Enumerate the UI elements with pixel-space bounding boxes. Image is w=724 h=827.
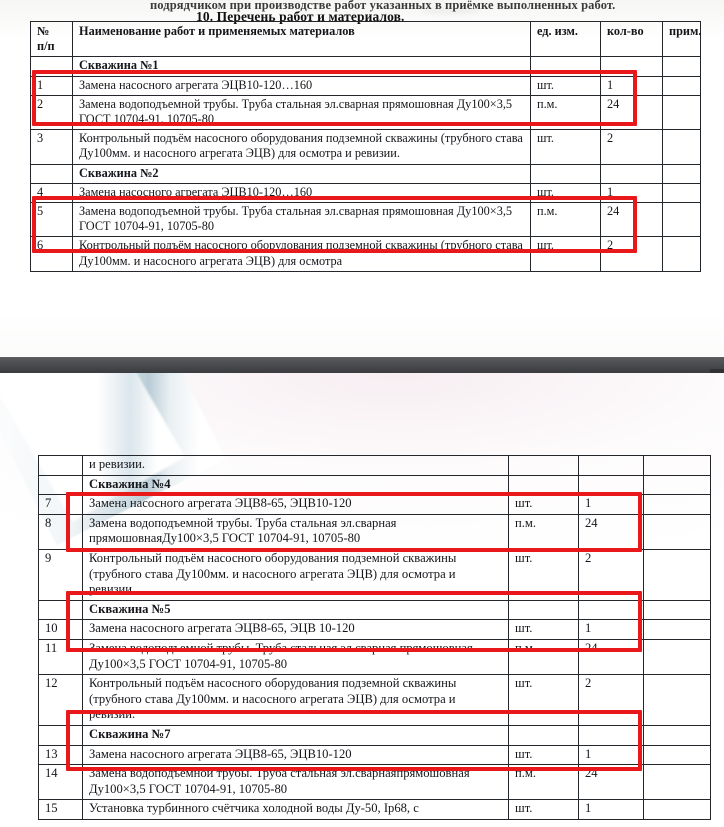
row-cell-note — [663, 203, 701, 237]
row-cell-number: 15 — [39, 800, 83, 820]
row-cell-unit: шт. — [509, 745, 579, 765]
row-cell-quantity: 1 — [601, 76, 663, 95]
row-cell-note — [663, 76, 701, 95]
row-cell-number: 11 — [39, 639, 83, 674]
row-cell-name: Замена водоподъемной трубы. Труба стальная эл.сварная прямошовная Ду100×3,5 ГОСТ 10704-91, 10705-80 — [73, 203, 531, 237]
row-cell-quantity: 2 — [601, 237, 663, 271]
row-cell-number: 4 — [31, 183, 73, 202]
row-cell-note — [663, 95, 701, 129]
table-row — [39, 800, 711, 820]
row-cell-quantity: 24 — [601, 203, 663, 237]
row-cell-quantity — [579, 456, 644, 476]
row-cell-unit: шт. — [531, 76, 601, 95]
row-cell-unit: шт. — [509, 675, 579, 726]
row-cell-note — [644, 639, 711, 674]
row-cell-note — [644, 745, 711, 765]
row-cell-number — [31, 164, 73, 183]
row-cell-number: 2 — [31, 95, 73, 129]
row-cell-unit: п.м. — [509, 765, 579, 800]
row-cell-name: Замена насосного агрегата ЭЦВ8-65, ЭЦВ10-120 — [83, 745, 509, 765]
row-cell-number: 12 — [39, 675, 83, 726]
row-cell-number: 10 — [39, 620, 83, 640]
header-num-line2: п/п — [37, 39, 55, 54]
row-cell-quantity: 1 — [601, 183, 663, 202]
table-row — [31, 164, 701, 183]
scanned-page-bottom — [0, 373, 724, 827]
row-cell-unit: п.м. — [531, 203, 601, 237]
row-cell-note — [663, 164, 701, 183]
row-cell-number: 8 — [39, 514, 83, 549]
annotation-box-row-13-14 — [66, 710, 642, 771]
row-cell-name: Замена насосного агрегата ЭЦВ10-120…160 — [73, 76, 531, 95]
row-cell-quantity: 1 — [579, 745, 644, 765]
row-cell-number: 13 — [39, 745, 83, 765]
row-cell-name: Скважина №4 — [83, 475, 509, 495]
header-num-line1: № — [37, 24, 50, 38]
row-cell-name: Контрольный подъём насосного оборудования подземной скважины (трубного става Ду100мм. и насосного агрегата ЭЦВ) для осмотра и ревизии. — [83, 549, 509, 600]
row-cell-name: Замена водоподъемной трубы. Труба стальная эл.сварная прямошовнаяДу100×3,5 ГОСТ 10704-91, 10705-80 — [83, 514, 509, 549]
row-cell-note — [663, 130, 701, 164]
row-cell-unit: шт. — [531, 130, 601, 164]
row-cell-note — [663, 237, 701, 271]
section-heading: 10. Перечень работ и материалов. — [196, 9, 405, 24]
scanned-page-top — [0, 0, 724, 356]
row-cell-number: 9 — [39, 549, 83, 600]
row-cell-number: 3 — [31, 130, 73, 164]
row-cell-quantity — [601, 164, 663, 183]
row-cell-name: Скважина №5 — [83, 600, 509, 620]
row-cell-quantity: 2 — [601, 130, 663, 164]
row-cell-unit: п.м. — [531, 95, 601, 129]
table-row — [39, 456, 711, 476]
row-cell-name: Скважина №7 — [83, 725, 509, 745]
row-cell-note — [663, 183, 701, 202]
photo-separator-band — [0, 357, 724, 373]
scan-smudge — [420, 8, 480, 14]
row-cell-number: 5 — [31, 203, 73, 237]
row-cell-number: 14 — [39, 765, 83, 800]
row-cell-number — [39, 456, 83, 476]
row-cell-note — [644, 549, 711, 600]
annotation-box-row-7-8 — [66, 492, 642, 552]
header-cell-unit: ед. изм. — [531, 22, 601, 57]
row-cell-unit — [509, 456, 579, 476]
row-cell-note — [644, 765, 711, 800]
row-cell-name: Контрольный подъём насосного оборудования подземной скважины (трубного става Ду100мм. и насосного агрегата ЭЦВ) для осмотра — [73, 237, 531, 271]
row-cell-note — [644, 725, 711, 745]
header-cell-note: прим. — [663, 22, 701, 57]
row-cell-number: 7 — [39, 495, 83, 515]
row-cell-number: 1 — [31, 76, 73, 95]
row-cell-note — [644, 600, 711, 620]
table-header-row — [31, 22, 701, 57]
row-cell-quantity: 1 — [579, 620, 644, 640]
row-cell-unit: шт. — [509, 495, 579, 515]
row-cell-name: и ревизии. — [83, 456, 509, 476]
row-cell-quantity: 24 — [579, 514, 644, 549]
row-cell-unit: шт. — [509, 800, 579, 820]
row-cell-name: Скважина №1 — [73, 57, 531, 76]
row-cell-note — [644, 620, 711, 640]
row-cell-note — [644, 514, 711, 549]
annotation-box-row-4-5 — [32, 196, 637, 253]
header-cell-qty: кол-во — [601, 22, 663, 57]
header-cell-name: Наименование работ и применяемых материалов — [73, 22, 531, 57]
row-cell-quantity: 2 — [579, 675, 644, 726]
row-cell-note — [644, 675, 711, 726]
row-cell-name: Скважина №2 — [73, 164, 531, 183]
row-cell-name: Контрольный подъём насосного оборудования подземной скважины (трубного става Ду100мм. и насосного агрегата ЭЦВ) для осмотра и ревизии. — [73, 130, 531, 164]
row-cell-unit: п.м. — [509, 514, 579, 549]
table-row — [31, 130, 701, 164]
row-cell-quantity: 1 — [579, 495, 644, 515]
row-cell-quantity: 24 — [579, 765, 644, 800]
row-cell-note — [644, 495, 711, 515]
row-cell-unit — [531, 164, 601, 183]
row-cell-note — [644, 475, 711, 495]
row-cell-name: Замена водоподъемной трубы. Труба стальная эл.сварнаяпрямошовная Ду100×3,5 ГОСТ 10704-91, 10705-80 — [83, 765, 509, 800]
row-cell-name: Замена водоподъемной трубы. Труба стальная эл.сварная прямошовная Ду100×3,5 ГОСТ 10704-91, 10705-80 — [73, 95, 531, 129]
row-cell-unit: п.м. — [509, 639, 579, 674]
row-cell-quantity: 1 — [579, 800, 644, 820]
row-cell-name: Замена водоподъемной трубы. Труба стальная эл.сварная прямошовная Ду100×3,5 ГОСТ 10704-91, 10705-80 — [83, 639, 509, 674]
cut-off-text-line: подрядчиком при производстве работ указанных в приёмке выполненных работ. — [150, 0, 616, 12]
row-cell-name: Замена насосного агрегата ЭЦВ8-65, ЭЦВ 10-120 — [83, 620, 509, 640]
row-cell-quantity: 24 — [579, 639, 644, 674]
row-cell-name: Замена насосного агрегата ЭЦВ10-120…160 — [73, 183, 531, 202]
annotation-box-row-1-2 — [32, 70, 637, 126]
row-cell-unit: шт. — [531, 237, 601, 271]
row-cell-quantity: 2 — [579, 549, 644, 600]
row-cell-unit: шт. — [531, 183, 601, 202]
annotation-box-row-10-11 — [66, 591, 642, 652]
row-cell-note — [644, 800, 711, 820]
row-cell-name: Установка турбинного счётчика холодной воды Ду-50, Ip68, с — [83, 800, 509, 820]
row-cell-note — [663, 57, 701, 76]
row-cell-quantity: 24 — [601, 95, 663, 129]
header-cell-num — [31, 22, 73, 57]
row-cell-unit: шт. — [509, 549, 579, 600]
row-cell-note — [644, 456, 711, 476]
row-cell-unit: шт. — [509, 620, 579, 640]
row-cell-name: Замена насосного агрегата ЭЦВ8-65, ЭЦВ10-120 — [83, 495, 509, 515]
row-cell-number: 6 — [31, 237, 73, 271]
row-cell-name: Контрольный подъём насосного оборудования подземной скважины (трубного става Ду100мм. и насосного агрегата ЭЦВ) для осмотра и ревизии. — [83, 675, 509, 726]
